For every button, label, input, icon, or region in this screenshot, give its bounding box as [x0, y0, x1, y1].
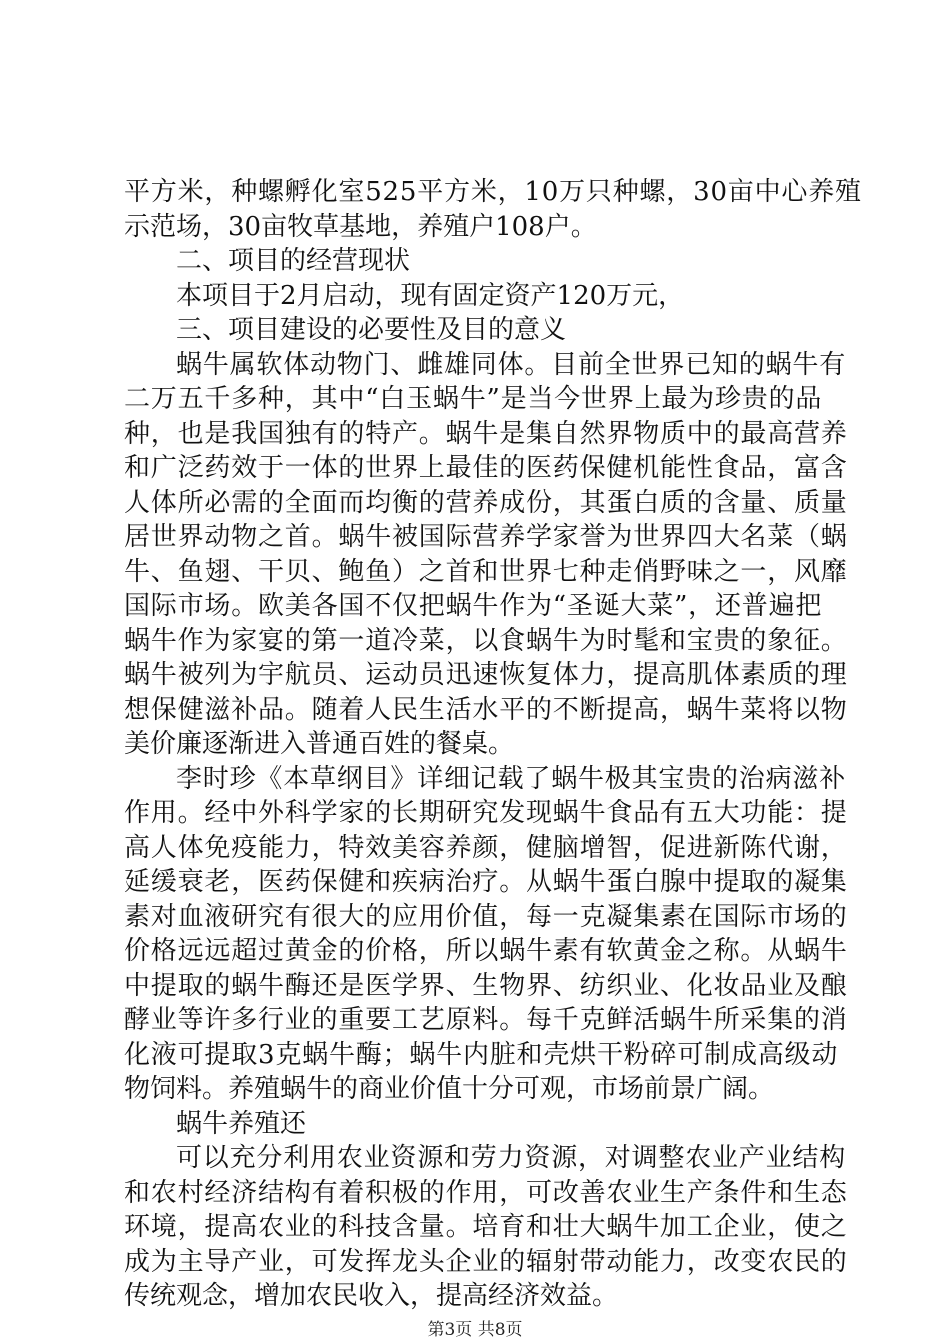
text-line: 素对血液研究有很大的应用价值，每一克凝集素在国际市场的 [124, 901, 848, 932]
text-line: 蜗牛被列为宇航员、运动员迅速恢复体力，提高肌体素质的理 [124, 660, 848, 690]
text-line: 酵业等许多行业的重要工艺原料。每千克鲜活蜗牛所采集的消 [124, 1005, 848, 1035]
text-line: 物饲料。养殖蜗牛的商业价值十分可观，市场前景广阔。 [124, 1074, 775, 1104]
text-line: 国际市场。欧美各国不仅把蜗牛作为“圣诞大菜”，还普遍把 [124, 591, 823, 621]
text-line: 居世界动物之首。蜗牛被国际营养学家誉为世界四大名菜（蜗 [124, 522, 848, 552]
text-line: 和广泛药效于一体的世界上最佳的医药保健机能性食品，富含 [124, 453, 848, 483]
text-line: 示范场，30亩牧草基地，养殖户108户。 [124, 211, 597, 242]
text-line: 李时珍《本草纲目》详细记载了蜗牛极其宝贵的治病滋补 [176, 763, 847, 794]
section-heading: 二、项目的经营现状 [176, 246, 411, 276]
text-line: 可以充分利用农业资源和劳力资源，对调整农业产业结构 [176, 1143, 847, 1173]
text-line: 本项目于2月启动，现有固定资产120万元， [176, 280, 685, 311]
text-line: 成为主导产业，可发挥龙头企业的辐射带动能力，改变农民的 [124, 1246, 848, 1277]
text-line: 作用。经中外科学家的长期研究发现蜗牛食品有五大功能：提 [124, 798, 848, 828]
text-line: 蜗牛作为家宴的第一道冷菜，以食蜗牛为时髦和宝贵的象征。 [124, 625, 848, 656]
text-line: 美价廉逐渐进入普通百姓的餐桌。 [124, 729, 515, 759]
text-line: 延缓衰老，医药保健和疾病治疗。从蜗牛蛋白腺中提取的凝集 [124, 867, 848, 897]
text-line: 二万五千多种，其中“白玉蜗牛”是当今世界上最为珍贵的品 [124, 384, 823, 414]
text-line: 平方米，种螺孵化室525平方米，10万只种螺，30亩中心养殖 [124, 177, 862, 207]
text-line: 蜗牛养殖还 [176, 1108, 307, 1139]
text-line: 种，也是我国独有的特产。蜗牛是集自然界物质中的最高营养 [124, 418, 848, 449]
text-line: 环境，提高农业的科技含量。培育和壮大蜗牛加工企业，使之 [124, 1212, 848, 1242]
section-heading: 三、项目建设的必要性及目的意义 [176, 315, 567, 345]
text-line: 中提取的蜗牛酶还是医学界、生物界、纺织业、化妆品业及酿 [124, 970, 848, 1001]
text-line: 价格远远超过黄金的价格，所以蜗牛素有软黄金之称。从蜗牛 [124, 936, 848, 966]
text-line: 人体所必需的全面而均衡的营养成份，其蛋白质的含量、质量 [124, 487, 848, 518]
text-line: 高人体免疫能力，特效美容养颜，健脑增智，促进新陈代谢， [124, 832, 848, 863]
text-line: 牛、鱼翅、干贝、鲍鱼）之首和世界七种走俏野味之一，风靡 [124, 556, 848, 587]
text-line: 想保健滋补品。随着人民生活水平的不断提高，蜗牛菜将以物 [124, 694, 848, 725]
text-line: 蜗牛属软体动物门、雌雄同体。目前全世界已知的蜗牛有 [176, 349, 847, 380]
text-line: 和农村经济结构有着积极的作用，可改善农业生产条件和生态 [124, 1177, 848, 1208]
text-line: 传统观念，增加农民收入，提高经济效益。 [124, 1281, 619, 1311]
page-number-footer: 第3页 共8页 [427, 1320, 523, 1340]
text-line: 化液可提取3克蜗牛酶；蜗牛内脏和壳烘干粉碎可制成高级动 [124, 1039, 839, 1070]
